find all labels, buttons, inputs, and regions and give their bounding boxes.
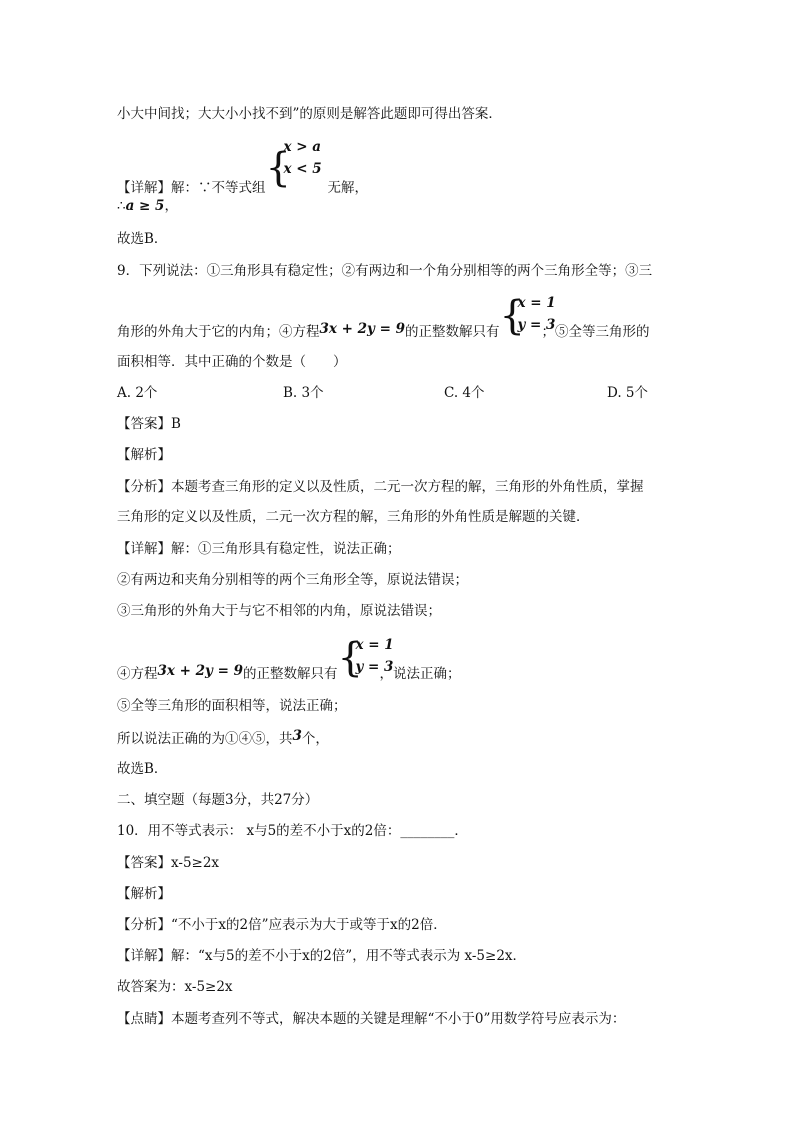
option-d: D. 5个 xyxy=(607,385,649,401)
detail-1 xyxy=(117,139,368,200)
line-1: 小大中间找；大大小小找不到”的原则是解答此题即可得出答案． xyxy=(117,106,502,122)
option-c: C. 4个 xyxy=(444,385,485,401)
brace-3: { xyxy=(337,634,363,681)
detail-9-4-mid: 的正整数解只有 xyxy=(243,666,338,682)
q9-line-2-mid: 的正整数解只有 xyxy=(405,324,500,340)
q9-line-3: 面积相等．其中正确的个数是（ ） xyxy=(117,354,347,370)
q9-line-2-post: ；⑤全等三角形的 xyxy=(541,324,650,340)
analysis-10: 【分析】“不小于x的2倍”应表示为大于或等于x的2倍． xyxy=(117,917,447,933)
analysis-9-line-2: 三角形的定义以及性质，二元一次方程的解，三角形的外角性质是解题的关键． xyxy=(117,509,590,525)
system2-line-a: x = 1 xyxy=(517,294,556,311)
therefore-expr: a ≥ 5 xyxy=(125,198,165,214)
detail-9-line-1: 【详解】解：①三角形具有稳定性，说法正确； xyxy=(117,541,401,557)
detail-9-line-3: ③三角形的外角大于与它不相邻的内角，原说法错误； xyxy=(117,603,441,619)
detail-9-line-6 xyxy=(117,730,329,748)
detail-9-4-post: ，说法正确； xyxy=(379,666,461,682)
system3-line-b: y = 3 xyxy=(355,658,394,675)
therefore-line xyxy=(117,197,178,215)
choose-9: 故选B． xyxy=(117,761,168,777)
detail-9-6-num: 3 xyxy=(292,728,302,744)
choose-1: 故选B． xyxy=(117,231,168,247)
detail-9-6-pre: 所以说法正确的为①④⑤，共 xyxy=(117,731,293,747)
system2-line-b: y = 3 xyxy=(517,316,556,333)
answer-10: 【答案】x-5≥2x xyxy=(117,855,220,871)
section-2-title: 二、填空题（每题3分，共27分） xyxy=(117,792,319,808)
q9-line-2-pre: 角形的外角大于它的内角；④方程 xyxy=(117,324,320,340)
detail-9-line-5: ⑤全等三角形的面积相等，说法正确； xyxy=(117,698,347,714)
system1-line-b: x < 5 xyxy=(283,161,322,177)
q9-line-2 xyxy=(117,292,650,342)
analysis-title-10: 【解析】 xyxy=(117,886,171,902)
analysis-title-9: 【解析】 xyxy=(117,447,171,463)
detail-9-line-2: ②有两边和夹角分别相等的两个三角形全等，原说法错误； xyxy=(117,572,468,588)
detail-9-line-4 xyxy=(117,634,461,684)
detail-1-pre: 【详解】解：∵不等式组 xyxy=(117,179,266,196)
detail-1-post: 无解， xyxy=(327,179,368,196)
therefore-symbol: ∴ xyxy=(117,198,126,214)
answer-9: 【答案】B xyxy=(117,416,181,432)
detail-9-equation: 3x + 2y = 9 xyxy=(157,663,243,679)
q9-line-1: 9．下列说法：①三角形具有稳定性；②有两边和一个角分别相等的两个三角形全等；③三 xyxy=(117,263,653,279)
brace-1: { xyxy=(265,145,291,191)
option-b: B. 3个 xyxy=(283,385,324,401)
tip-10: 【点睛】本题考查列不等式，解决本题的关键是理解“不小于0”用数学符号应表示为： xyxy=(117,1011,626,1027)
final-10: 故答案为：x-5≥2x xyxy=(117,979,233,995)
q9-equation: 3x + 2y = 9 xyxy=(319,321,405,337)
detail-10: 【详解】解：“x与5的差不小于x的2倍”，用不等式表示为 x-5≥2x． xyxy=(117,948,527,964)
system1-line-a: x > a xyxy=(283,139,322,155)
detail-9-6-post: 个， xyxy=(301,731,329,747)
q10: 10．用不等式表示： x与5的差不小于x的2倍：________． xyxy=(117,823,468,839)
analysis-9-line-1: 【分析】本题考查三角形的定义以及性质，二元一次方程的解，三角形的外角性质，掌握 xyxy=(117,479,644,495)
system3-line-a: x = 1 xyxy=(355,636,394,653)
therefore-post: ， xyxy=(164,198,178,214)
brace-2: { xyxy=(499,292,525,339)
option-a: A. 2个 xyxy=(117,385,158,401)
detail-9-4-pre: ④方程 xyxy=(117,666,158,682)
